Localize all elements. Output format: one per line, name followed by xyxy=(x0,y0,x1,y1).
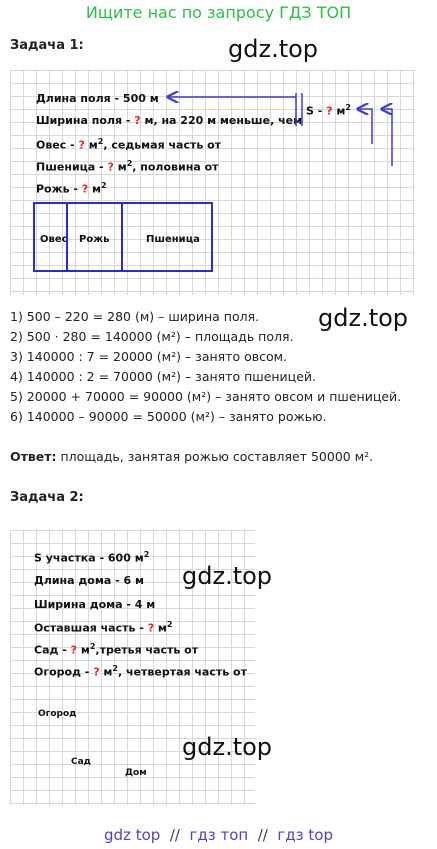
t1-wheat-rest: , половина от xyxy=(132,160,219,174)
t1-oats-label: Овес - xyxy=(36,138,79,152)
t1-solution xyxy=(10,307,401,427)
t1-box-rye: Рожь xyxy=(79,234,110,245)
t2-area-label: S участка - 600 м xyxy=(34,551,144,565)
t1-rye-q: ? xyxy=(81,182,89,196)
t1-answer xyxy=(10,449,373,464)
t1-oats-rest: , седьмая часть от xyxy=(103,138,222,152)
t2-garden-rest: ,третья часть от xyxy=(95,643,199,657)
t2-veg-sup: 2 xyxy=(112,664,118,673)
footer xyxy=(0,826,437,844)
footer-sep: // xyxy=(257,826,268,844)
t1-area-s: S - xyxy=(306,104,327,118)
t1-bracket xyxy=(296,93,302,126)
t1-area-sup: 2 xyxy=(345,103,351,112)
t2-box-house: Дом xyxy=(125,768,147,778)
watermark: gdz.top xyxy=(318,304,409,332)
t2-area-line xyxy=(34,550,149,565)
t1-oats-sup: 2 xyxy=(97,137,104,146)
answer-label: Ответ: xyxy=(10,449,57,464)
solution-step: 6) 140000 – 90000 = 50000 (м²) – занято рожью. xyxy=(10,409,327,424)
t1-wheat-q: ? xyxy=(107,160,114,174)
t1-wheat-label: Пшеница - xyxy=(36,160,108,174)
t2-garden-q: ? xyxy=(70,643,77,657)
t2-house-width: Ширина дома - 4 м xyxy=(34,598,156,611)
t2-veg-rest: , четвертая часть от xyxy=(118,665,247,679)
answer-text: площадь, занятая рожью составляет 50000 м². xyxy=(56,449,374,464)
watermark: gdz.top xyxy=(182,733,273,761)
t1-box-wheat: Пшеница xyxy=(146,234,200,245)
task1-title: Задача 1: xyxy=(10,38,84,53)
t1-arrow-oats xyxy=(358,109,372,144)
footer-link-2[interactable]: гдз топ xyxy=(189,826,249,844)
footer-link-1[interactable]: gdz top xyxy=(104,826,161,844)
t2-area-sup: 2 xyxy=(143,550,150,559)
solution-step: 4) 140000 : 2 = 70000 (м²) – занято пшеницей. xyxy=(10,369,316,384)
watermark: gdz.top xyxy=(228,35,319,63)
solution-step: 1) 500 – 220 = 280 (м) – ширина поля. xyxy=(10,309,260,324)
t2-garden-line xyxy=(34,642,198,657)
t1-oats-q: ? xyxy=(78,138,85,152)
t2-rest-line xyxy=(34,620,172,635)
t1-rye-label: Рожь - xyxy=(36,182,82,196)
footer-sep: // xyxy=(169,826,180,844)
solution-step: 5) 20000 + 70000 = 90000 (м²) – занято овсом и пшеницей. xyxy=(10,389,402,404)
t1-wheat-unit: м xyxy=(113,160,127,174)
t1-width-q: ? xyxy=(134,114,141,127)
watermark: gdz.top xyxy=(182,562,273,590)
t2-box-garden: Сад xyxy=(71,757,91,767)
t1-rye-sup: 2 xyxy=(100,181,107,190)
t2-garden-unit: м xyxy=(77,643,90,657)
t1-box-oats: Овес xyxy=(40,234,68,245)
t1-rye-unit: м xyxy=(88,182,101,196)
t1-oats-unit: м xyxy=(84,138,98,152)
task2-title: Задача 2: xyxy=(10,490,84,505)
t2-garden-sup: 2 xyxy=(89,642,96,651)
t2-veg-line xyxy=(34,664,247,679)
t2-box-veg: Огород xyxy=(38,709,77,719)
t1-width-label: Ширина поля - xyxy=(36,114,135,127)
t1-length-line: Длина поля - 500 м xyxy=(36,92,159,105)
t1-arrow-wheat xyxy=(382,109,392,166)
t1-wheat-sup: 2 xyxy=(126,159,133,168)
t2-house-length: Длина дома - 6 м xyxy=(34,574,144,587)
t2-veg-unit: м xyxy=(99,665,113,679)
t2-rest-label: Оставшая часть - xyxy=(34,621,148,635)
t2-veg-label: Огород - xyxy=(34,665,94,679)
t2-rest-unit: м xyxy=(154,621,167,635)
t1-area-unit: м xyxy=(332,104,346,118)
t1-area-q: ? xyxy=(326,104,333,118)
t2-rest-q: ? xyxy=(147,621,155,635)
solution-step: 3) 140000 : 7 = 20000 (м²) – занято овсом. xyxy=(10,349,288,364)
t1-width-rest: м, на 220 м меньше, чем xyxy=(140,114,303,127)
t2-rest-sup: 2 xyxy=(166,620,173,629)
footer-link-3[interactable]: гдз top xyxy=(277,826,333,844)
solution-step: 2) 500 · 280 = 140000 (м²) – площадь поля. xyxy=(10,329,294,344)
t2-veg-q: ? xyxy=(93,665,100,679)
header-banner: Ищите нас по запросу ГДЗ ТОП xyxy=(85,3,352,22)
t2-garden-label: Сад - xyxy=(34,643,71,657)
